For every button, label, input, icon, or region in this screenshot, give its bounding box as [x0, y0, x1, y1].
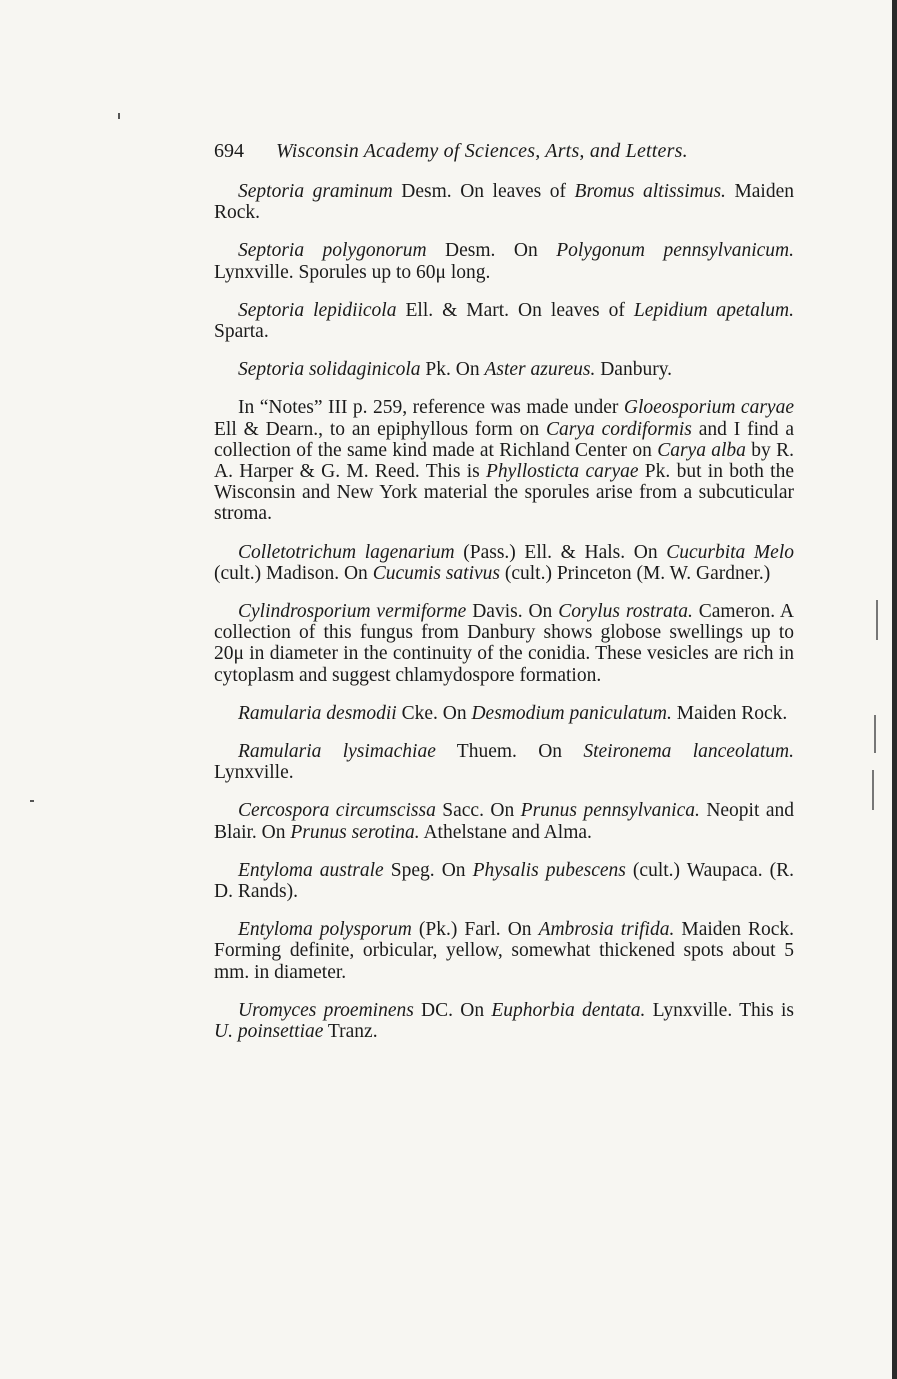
- text-run: Pk. but in both the Wisconsin and New York material the sporules arise from a subcuticular stroma.: [214, 461, 795, 525]
- text-run: Sacc. On: [435, 800, 521, 822]
- text-run: Neopit and Blair. On: [214, 800, 794, 843]
- species-entry: [214, 1000, 794, 1042]
- italic-name: Bromus altissimus.: [574, 181, 726, 202]
- text-run: Lynxville.: [214, 762, 294, 784]
- text-run: Davis. On: [466, 601, 559, 623]
- italic-name: Polygonum pennsylvanicum.: [556, 240, 794, 262]
- species-entry: [214, 919, 794, 983]
- body-text: [214, 181, 794, 1042]
- italic-name: Cylindrosporium vermiforme: [238, 601, 467, 623]
- species-entry: [214, 359, 794, 380]
- italic-name: Physalis pubescens: [472, 859, 626, 881]
- italic-name: Septoria polygonorum: [238, 240, 427, 262]
- italic-name: Colletotrichum lagenarium: [238, 541, 455, 563]
- text-run: Tranz.: [323, 1021, 378, 1043]
- italic-name: Cucurbita Melo: [666, 541, 794, 563]
- text-run: Ell & Dearn., to an epiphyllous form on: [214, 418, 547, 440]
- text-run: Desm. On: [426, 240, 557, 262]
- species-entry: [214, 240, 794, 282]
- species-entry: [214, 397, 794, 524]
- italic-name: Septoria solidaginicola: [238, 359, 421, 381]
- text-run: Maiden Rock.: [671, 702, 788, 724]
- text-run: Desm. On leaves of: [392, 181, 575, 202]
- italic-name: Ambrosia trifida.: [538, 919, 675, 941]
- italic-name: Prunus serotina.: [290, 821, 420, 843]
- text-run: Maiden Rock. Forming definite, orbicular, yellow, somewhat thickened spots about 5 mm. in diameter.: [214, 919, 795, 983]
- text-run: Pk. On: [420, 359, 485, 381]
- text-run: Cameron. A collection of this fungus from Danbury shows globose swellings up to 20μ in diameter in the continuity of the conidia. These vesicles are rich in cytoplasm and suggest chlamydospore formation.: [214, 601, 794, 686]
- italic-name: Phyllosticta caryae: [486, 461, 639, 483]
- species-entry: [214, 703, 794, 724]
- text-run: Speg. On: [383, 859, 473, 881]
- italic-name: Desmodium paniculatum.: [471, 702, 672, 724]
- italic-name: Ramularia desmodii: [238, 702, 397, 724]
- text-run: Thuem. On: [435, 741, 584, 763]
- text-run: by R. A. Harper & G. M. Reed. This is: [214, 439, 794, 483]
- scan-speck: [118, 113, 120, 119]
- text-run: Cke. On: [396, 702, 472, 724]
- species-entry: [214, 741, 794, 783]
- italic-name: Entyloma australe: [238, 859, 384, 881]
- italic-name: Uromyces proeminens: [238, 999, 414, 1021]
- italic-name: Cucumis sativus: [372, 562, 500, 584]
- text-run: (cult.) Waupaca. (R. D. Rands).: [214, 859, 794, 903]
- italic-name: Carya cordiformis: [546, 418, 692, 440]
- page-number: 694: [214, 140, 244, 162]
- species-entry: [214, 601, 794, 686]
- italic-name: Corylus rostrata.: [558, 601, 693, 623]
- text-run: Athelstane and Alma.: [419, 821, 592, 843]
- italic-name: Entyloma polysporum: [238, 919, 412, 941]
- text-run: DC. On: [413, 999, 492, 1021]
- scan-speck: [872, 770, 874, 810]
- italic-name: Septoria graminum: [238, 181, 393, 202]
- italic-name: Carya alba: [657, 439, 746, 461]
- italic-name: Gloeosporium caryae: [623, 397, 794, 419]
- italic-name: Lepidium apetalum.: [633, 299, 794, 321]
- scan-border: [892, 0, 897, 1379]
- italic-name: Septoria lepidiicola: [238, 299, 397, 321]
- text-run: In “Notes” III p. 259, reference was made under: [238, 397, 624, 419]
- italic-name: Steironema lanceolatum.: [583, 741, 795, 763]
- document-page: [214, 140, 794, 1059]
- text-run: Lynxville. This is: [645, 999, 794, 1021]
- italic-name: Ramularia lysimachiae: [238, 741, 436, 763]
- text-run: Lynxville. Sporules up to 60μ long.: [214, 261, 491, 283]
- text-run: Maiden Rock.: [214, 181, 795, 224]
- italic-name: Prunus pennsylvanica.: [520, 800, 700, 822]
- italic-name: U. poinsettiae: [214, 1021, 324, 1043]
- scan-speck: [30, 800, 34, 802]
- species-entry: [214, 542, 794, 584]
- text-run: (cult.) Madison. On: [214, 562, 373, 584]
- text-run: (Pk.) Farl. On: [411, 919, 539, 941]
- italic-name: Euphorbia dentata.: [491, 999, 646, 1021]
- species-entry: [214, 181, 794, 223]
- species-entry: [214, 860, 794, 902]
- scan-speck: [876, 600, 878, 640]
- text-run: Sparta.: [214, 321, 269, 343]
- text-run: and I find a collection of the same kind made at Richland Center on: [214, 418, 794, 461]
- text-run: (Pass.) Ell. & Hals. On: [454, 541, 667, 563]
- text-run: Ell. & Mart. On leaves of: [396, 299, 634, 321]
- italic-name: Cercospora circumscissa: [238, 800, 436, 822]
- running-title: Wisconsin Academy of Sciences, Arts, and Letters.: [276, 140, 688, 162]
- text-run: (cult.) Princeton (M. W. Gardner.): [499, 562, 771, 584]
- page-header: [214, 140, 794, 163]
- text-run: Danbury.: [595, 359, 673, 381]
- species-entry: [214, 800, 794, 842]
- italic-name: Aster azureus.: [484, 359, 596, 381]
- species-entry: [214, 300, 794, 342]
- scan-speck: [874, 715, 876, 753]
